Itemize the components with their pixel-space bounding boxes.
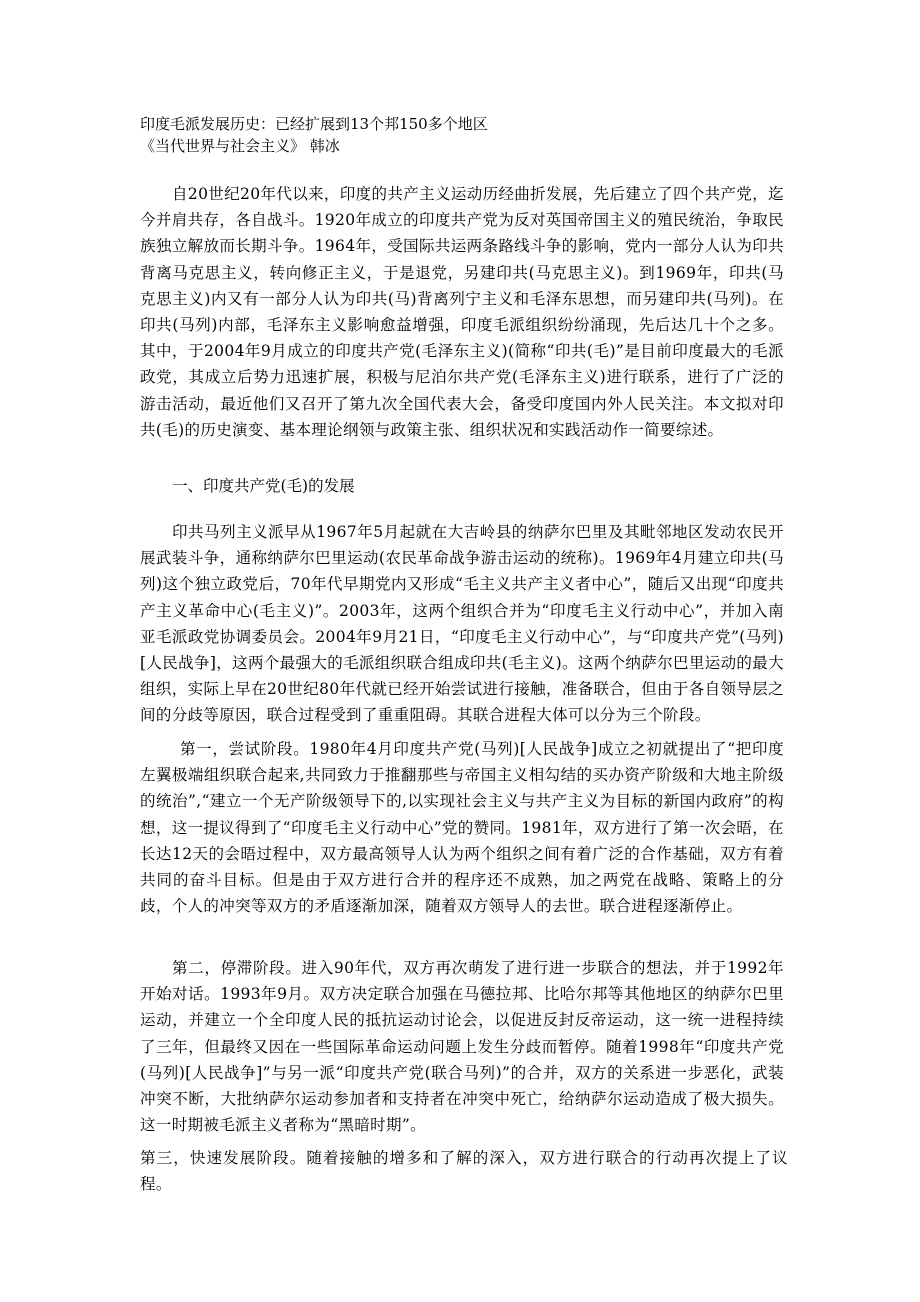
intro-paragraph: 自20世纪20年代以来，印度的共产主义运动历经曲折发展，先后建立了四个共产党，迄今并肩共存，各自战斗。1920年成立的印度共产党为反对英国帝国主义的殖民统治，争取民族独立解放而长期斗争。1964年，受国际共运两条路线斗争的影响，党内一部分人认为印共背离马克思主义，转向修正主义，于是退党，另建印共(马克思主义)。到1969年，印共(马克思主义)内又有一部分人认为印共(马)背离列宁主义和毛泽东思想，而另建印共(马列)。在印共(马列)内部，毛泽东主义影响愈益增强，印度毛派组织纷纷涌现，先后达几十个之多。其中，于2004年9月成立的印度共产党(毛泽东主义)(简称“印共(毛)”是目前印度最大的毛派政党，其成立后势力迅速扩展，积极与尼泊尔共产党(毛泽东主义)进行联系，进行了广泛的游击活动，最近他们又召开了第九次全国代表大会，备受印度国内外人民关注。本文拟对印共(毛)的历史演变、基本理论纲领与政策主张、组织状况和实践活动作一简要综述。 <box>140 185 784 439</box>
body-paragraph-3: 第二，停滞阶段。进入90年代，双方再次萌发了进行进一步联合的想法，并于1992年开始对话。1993年9月。双方决定联合加强在马德拉邦、比哈尔邦等其他地区的纳萨尔巴里运动，并建立一个全印度人民的抵抗运动讨论会，以促进反封反帝运动，这一统一进程持续了三年，但最终又因在一些国际革命运动问题上发生分歧而暂停。随着1998年“印度共产党(马列)[人民战争]”与另一派“印度共产党(联合马列)”的合并，双方的关系进一步恶化，武装冲突不断，大批纳萨尔运动参加者和支持者在冲突中死亡，给纳萨尔运动造成了极大损失。这一时期被毛派主义者称为“黑暗时期”。 <box>140 959 784 1135</box>
section-heading: 一、印度共产党(毛)的发展 <box>172 477 355 495</box>
body-paragraph-2: 第一，尝试阶段。1980年4月印度共产党(马列)[人民战争]成立之初就提出了“把印度左翼极端组织联合起来,共同致力于推翻那些与帝国主义相勾结的买办资产阶级和大地主阶级的统治”,“建立一个无产阶级领导下的,以实现社会主义与共产主义为目标的新国内政府”的构想，这一提议得到了“印度毛主义行动中心”党的赞同。1981年，双方进行了第一次会晤，在长达12天的会晤过程中，双方最高领导人认为两个组织之间有着广泛的合作基础，双方有着共同的奋斗目标。但是由于双方进行合并的程序还不成熟，加之两党在战略、策略上的分歧，个人的冲突等双方的矛盾逐渐加深，随着双方领导人的去世。联合进程逐渐停止。 <box>140 740 784 916</box>
body-paragraph-1: 印共马列主义派早从1967年5月起就在大吉岭县的纳萨尔巴里及其毗邻地区发动农民开展武装斗争，通称纳萨尔巴里运动(农民革命战争游击运动的统称)。1969年4月建立印共(马列)这个独立政党后，70年代早期党内又形成“毛主义共产主义者中心”，随后又出现“印度共产主义革命中心(毛主义)”。2003年，这两个组织合并为“印度毛主义行动中心”，并加入南亚毛派政党协调委员会。2004年9月21日，“印度毛主义行动中心”，与“印度共产党”(马列)[人民战争]，这两个最强大的毛派组织联合组成印共(毛主义)。这两个纳萨尔巴里运动的最大组织，实际上早在20世纪80年代就已经开始尝试进行接触，准备联合，但由于各自领导层之间的分歧等原因，联合过程受到了重重阻碍。其联合进程大体可以分为三个阶段。 <box>140 523 784 725</box>
article-title: 印度毛派发展历史：已经扩展到13个邦150多个地区 <box>140 115 488 133</box>
body-paragraph-4: 第三，快速发展阶段。随着接触的增多和了解的深入，双方进行联合的行动再次提上了议程。 <box>140 1149 788 1194</box>
article-source: 《当代世界与社会主义》 韩冰 <box>140 137 340 155</box>
